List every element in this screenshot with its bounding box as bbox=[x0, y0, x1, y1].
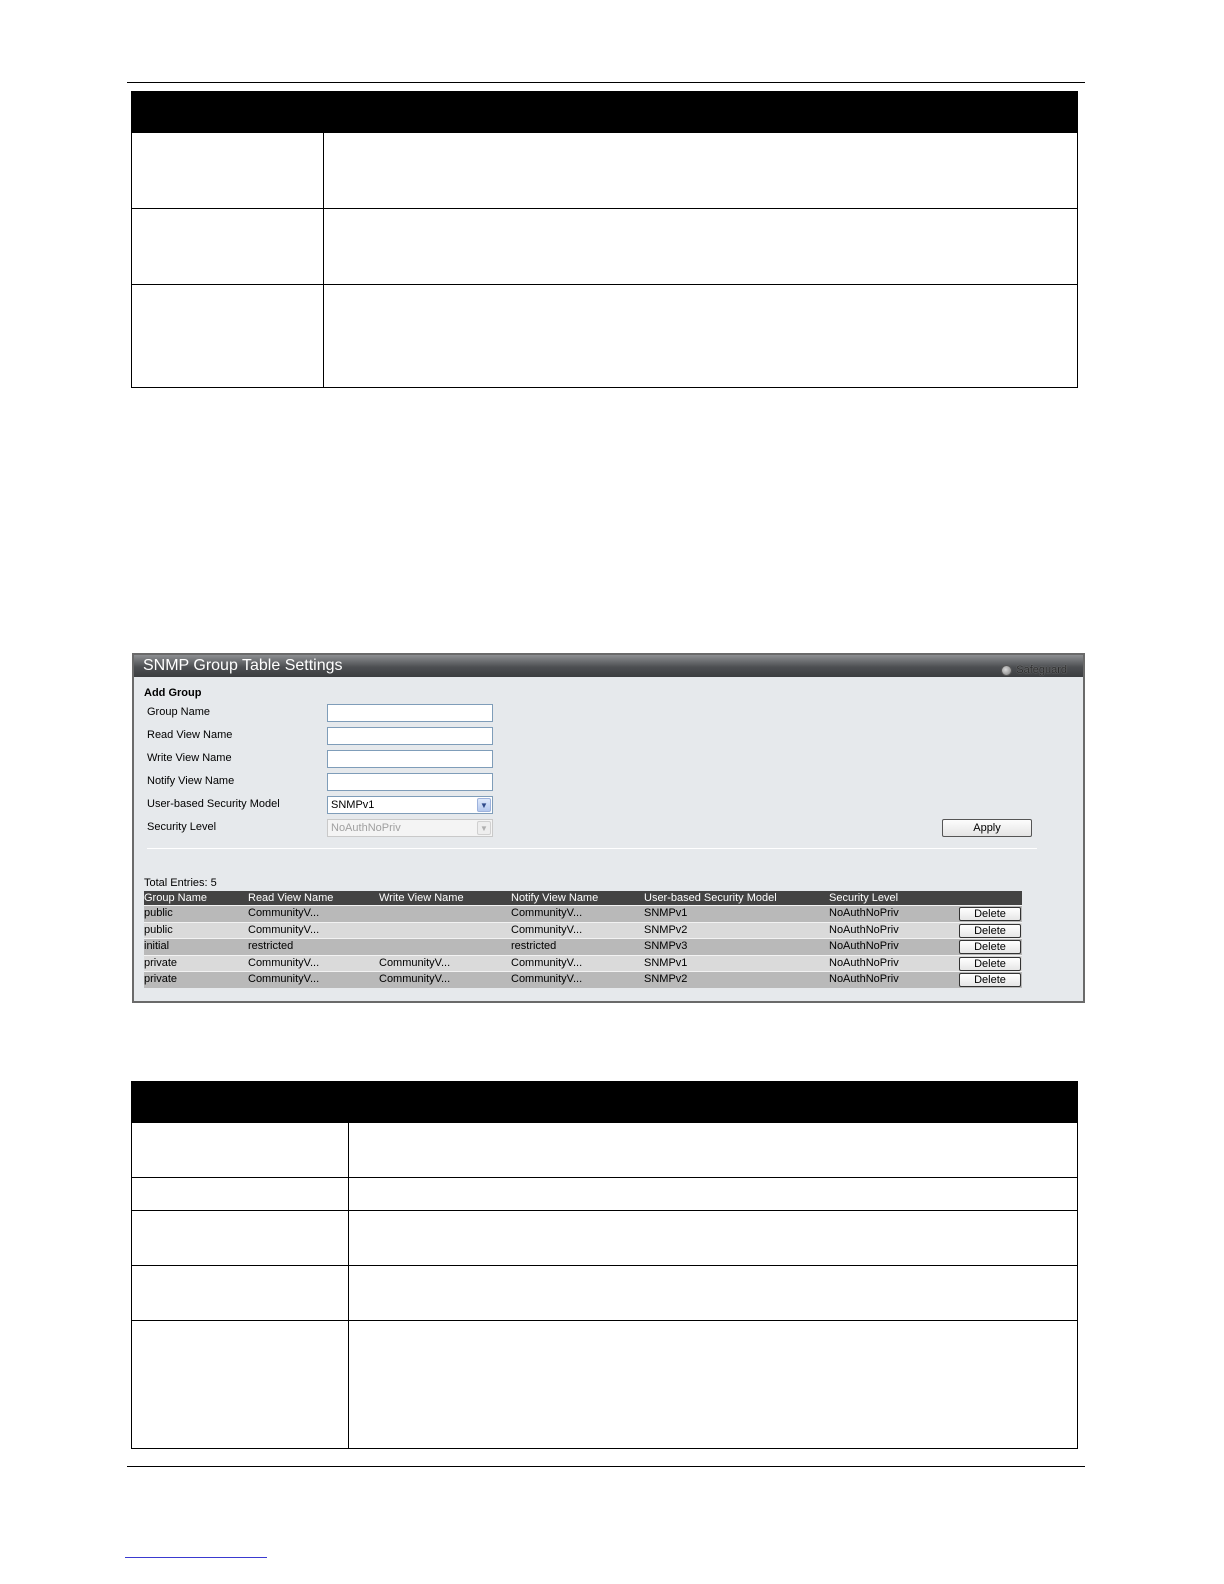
cell-group-name: initial bbox=[144, 940, 170, 953]
parameter-description-cell bbox=[349, 1211, 1077, 1265]
apply-button[interactable]: Apply bbox=[942, 819, 1032, 837]
parameter-table-top bbox=[131, 91, 1078, 388]
cell-security-level: NoAuthNoPriv bbox=[829, 923, 899, 936]
read-view-name-input[interactable] bbox=[327, 727, 493, 745]
group-name-input[interactable] bbox=[327, 704, 493, 722]
column-header-write-view: Write View Name bbox=[379, 892, 464, 904]
parameter-name-cell bbox=[132, 1178, 349, 1210]
cell-security-model: SNMPv2 bbox=[644, 923, 688, 936]
cell-read-view: CommunityV... bbox=[248, 973, 320, 986]
safeguard-icon bbox=[1001, 665, 1012, 676]
cell-read-view: CommunityV... bbox=[248, 923, 320, 936]
cell-notify-view: restricted bbox=[511, 940, 557, 953]
read-view-name-label: Read View Name bbox=[147, 729, 233, 741]
parameter-row bbox=[132, 1320, 1077, 1448]
table-row bbox=[144, 938, 1022, 955]
read-view-name-row bbox=[147, 727, 1047, 746]
footer-link-underline bbox=[125, 1557, 267, 1558]
parameter-name-cell bbox=[132, 1211, 349, 1265]
table-row bbox=[144, 971, 1022, 988]
security-model-label: User-based Security Model bbox=[147, 798, 280, 810]
parameter-row bbox=[132, 1122, 1077, 1177]
add-group-heading: Add Group bbox=[144, 687, 202, 699]
cell-notify-view: CommunityV... bbox=[511, 923, 583, 936]
cell-notify-view: CommunityV... bbox=[511, 956, 583, 969]
parameter-name-cell bbox=[132, 285, 324, 387]
column-header-group-name: Group Name bbox=[144, 892, 207, 904]
cell-read-view: restricted bbox=[248, 940, 294, 953]
notify-view-name-row bbox=[147, 773, 1047, 792]
cell-security-model: SNMPv1 bbox=[644, 907, 688, 919]
cell-group-name: public bbox=[144, 923, 173, 936]
cell-security-level: NoAuthNoPriv bbox=[829, 956, 899, 969]
parameter-description-cell bbox=[349, 1321, 1077, 1448]
parameter-row bbox=[132, 1177, 1077, 1210]
parameter-description-cell bbox=[324, 285, 1077, 387]
parameter-name-cell bbox=[132, 1266, 349, 1320]
cell-read-view: CommunityV... bbox=[248, 907, 320, 919]
write-view-name-input[interactable] bbox=[327, 750, 493, 768]
form-divider bbox=[147, 848, 1037, 849]
parameter-name-cell bbox=[132, 209, 324, 284]
write-view-name-label: Write View Name bbox=[147, 752, 232, 764]
cell-security-model: SNMPv3 bbox=[644, 940, 688, 953]
cell-security-model: SNMPv1 bbox=[644, 956, 688, 969]
group-name-row bbox=[147, 704, 1047, 723]
delete-button[interactable]: Delete bbox=[959, 973, 1021, 987]
cell-write-view: CommunityV... bbox=[379, 956, 451, 969]
parameter-table-header bbox=[132, 92, 1077, 132]
column-header-read-view: Read View Name bbox=[248, 892, 334, 904]
delete-button[interactable]: Delete bbox=[959, 940, 1021, 954]
security-level-select bbox=[327, 819, 493, 837]
cell-group-name: private bbox=[144, 973, 178, 986]
delete-button[interactable]: Delete bbox=[959, 957, 1021, 971]
security-model-select[interactable] bbox=[327, 796, 493, 814]
table-row bbox=[144, 955, 1022, 972]
parameter-name-cell bbox=[132, 1321, 349, 1448]
safeguard-label: Safeguard bbox=[1016, 664, 1067, 676]
security-level-label: Security Level bbox=[147, 821, 217, 833]
page-footer-rule bbox=[127, 1466, 1085, 1467]
table-row bbox=[144, 905, 1022, 922]
parameter-description-cell bbox=[349, 1266, 1077, 1320]
panel-title: SNMP Group Table Settings bbox=[143, 657, 343, 674]
column-header-security-level: Security Level bbox=[829, 892, 899, 904]
notify-view-name-label: Notify View Name bbox=[147, 775, 235, 787]
parameter-row bbox=[132, 1265, 1077, 1320]
parameter-name-cell bbox=[132, 133, 324, 208]
security-model-row bbox=[147, 796, 1047, 815]
cell-security-level: NoAuthNoPriv bbox=[829, 940, 899, 953]
safeguard-indicator bbox=[1001, 659, 1067, 681]
security-level-value: NoAuthNoPriv bbox=[331, 822, 401, 834]
cell-notify-view: CommunityV... bbox=[511, 907, 583, 919]
column-header-notify-view: Notify View Name bbox=[511, 892, 599, 904]
parameter-description-cell bbox=[324, 133, 1077, 208]
security-model-value: SNMPv1 bbox=[331, 799, 375, 811]
cell-security-level: NoAuthNoPriv bbox=[829, 973, 899, 986]
parameter-row bbox=[132, 1210, 1077, 1265]
cell-security-level: NoAuthNoPriv bbox=[829, 907, 899, 919]
parameter-description-cell bbox=[349, 1123, 1077, 1177]
cell-notify-view: CommunityV... bbox=[511, 973, 583, 986]
group-table-header bbox=[144, 891, 1022, 905]
group-name-label: Group Name bbox=[147, 706, 210, 718]
cell-group-name: private bbox=[144, 956, 178, 969]
delete-button[interactable]: Delete bbox=[959, 907, 1021, 921]
chevron-down-icon[interactable]: ▼ bbox=[477, 798, 491, 812]
cell-security-model: SNMPv2 bbox=[644, 973, 688, 986]
parameter-table-bottom bbox=[131, 1081, 1078, 1449]
parameter-row bbox=[132, 132, 1077, 208]
page-header-rule bbox=[127, 82, 1085, 83]
cell-read-view: CommunityV... bbox=[248, 956, 320, 969]
cell-group-name: public bbox=[144, 907, 173, 919]
parameter-table-header bbox=[132, 1082, 1077, 1122]
column-header-security-model: User-based Security Model bbox=[644, 892, 777, 904]
total-entries: Total Entries: 5 bbox=[144, 877, 217, 889]
delete-button[interactable]: Delete bbox=[959, 924, 1021, 938]
parameter-description-cell bbox=[349, 1178, 1077, 1210]
write-view-name-row bbox=[147, 750, 1047, 769]
chevron-down-icon: ▼ bbox=[477, 821, 491, 835]
snmp-group-table-panel bbox=[132, 653, 1085, 1003]
parameter-name-cell bbox=[132, 1123, 349, 1177]
parameter-row bbox=[132, 284, 1077, 387]
group-table bbox=[144, 891, 1022, 988]
security-level-row bbox=[147, 819, 1047, 838]
parameter-description-cell bbox=[324, 209, 1077, 284]
table-row bbox=[144, 922, 1022, 939]
panel-title-bar bbox=[134, 655, 1083, 677]
notify-view-name-input[interactable] bbox=[327, 773, 493, 791]
parameter-row bbox=[132, 208, 1077, 284]
cell-write-view: CommunityV... bbox=[379, 973, 451, 986]
